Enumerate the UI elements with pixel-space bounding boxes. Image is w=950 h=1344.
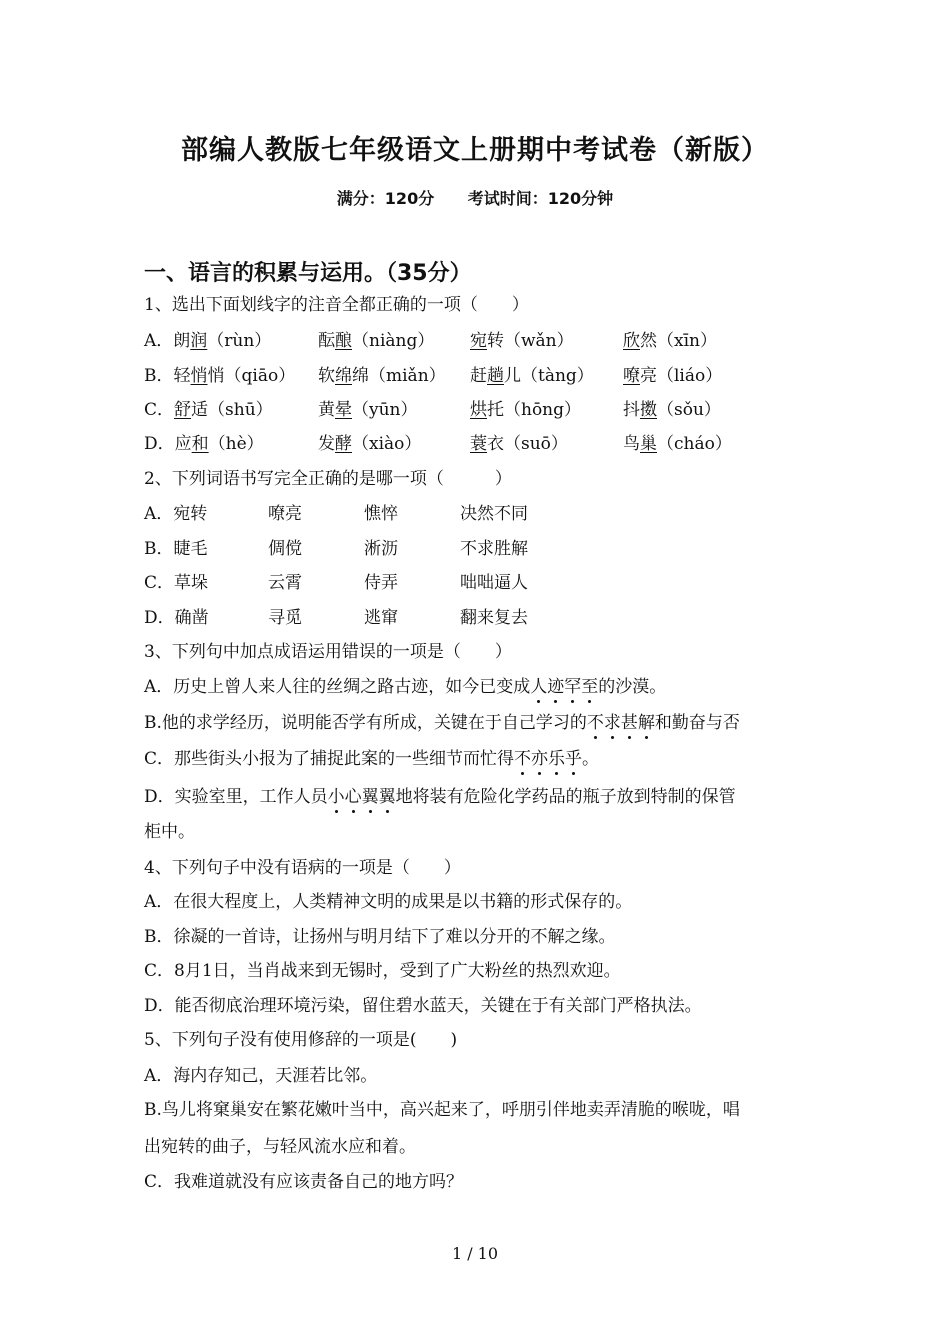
underlined-char: 欣 <box>623 331 640 351</box>
option-text: C． <box>144 400 175 420</box>
dotted-idiom <box>514 749 582 769</box>
q2-option-cell: 不求胜解 <box>460 539 528 559</box>
underlined-char: 蓑 <box>470 434 487 454</box>
exam-time: 考试时间：120分钟 <box>467 189 614 208</box>
dotted-char: 乐 <box>548 749 566 769</box>
q1-option-cell <box>623 364 722 388</box>
option-text: 儿（tàng） <box>504 366 594 386</box>
question-3-option-c <box>144 747 599 771</box>
q1-option-cell <box>318 432 421 456</box>
underlined-char: 嘹 <box>623 366 640 386</box>
question-4-option-a: A．在很大程度上，人类精神文明的成果是以书籍的形式保存的。 <box>144 892 633 912</box>
option-text: D．实验室里，工作人员 <box>144 787 328 807</box>
option-text: 悄（qiāo） <box>207 366 296 386</box>
q1-option-cell <box>318 398 418 422</box>
option-text: 转（wǎn） <box>487 331 574 351</box>
option-text: 然（xīn） <box>640 331 717 351</box>
underlined-char: 擞 <box>640 400 657 420</box>
q1-option-cell <box>318 329 434 353</box>
question-5-option-a: A．海内存知己，天涯若比邻。 <box>144 1066 378 1086</box>
option-text: 轻 <box>173 366 191 386</box>
dotted-char: 罕 <box>564 677 582 697</box>
underlined-char: 润 <box>190 331 208 351</box>
dotted-char: 不 <box>514 749 532 769</box>
option-text: 鸟 <box>623 434 640 454</box>
q2-option-cell: 逃窜 <box>364 608 398 628</box>
q2-option-cell: 嘹亮 <box>268 504 302 524</box>
question-3-option-d <box>144 785 736 809</box>
dotted-idiom <box>530 677 598 697</box>
option-text: 托（hōng） <box>487 400 582 420</box>
dotted-char: 翼 <box>378 787 396 807</box>
q1-option-cell <box>144 329 271 353</box>
underlined-char: 酿 <box>335 331 352 351</box>
dotted-char: 翼 <box>361 787 379 807</box>
question-5-option-c: C．我难道就没有应该责备自己的地方吗？ <box>144 1172 464 1192</box>
q2-option-cell: 淅沥 <box>364 539 398 559</box>
underlined-char: 烘 <box>470 400 487 420</box>
question-2-stem: 2、下列词语书写完全正确的是哪一项（ ） <box>144 469 512 489</box>
option-text: B． <box>144 366 174 386</box>
dotted-char: 乎 <box>565 749 583 769</box>
option-text: （hè） <box>208 434 264 454</box>
option-text: D． <box>144 434 175 454</box>
q2-option-cell: B．睫毛 <box>144 539 208 559</box>
option-text: 。 <box>582 749 600 769</box>
option-text: 软 <box>318 366 335 386</box>
question-1-stem: 1、选出下面划线字的注音全都正确的一项（ ） <box>144 295 529 315</box>
q1-option-cell <box>470 329 574 353</box>
option-text: （niàng） <box>352 331 435 351</box>
dotted-char: 小 <box>327 787 345 807</box>
option-text: 朗 <box>173 331 191 351</box>
option-text: 酝 <box>318 331 335 351</box>
option-text: 和勤奋与否 <box>654 713 740 733</box>
q1-option-cell <box>623 432 732 456</box>
dotted-char: 求 <box>603 713 621 733</box>
q1-option-cell <box>318 364 446 388</box>
section-heading: 一、语言的积累与运用。（35分） <box>144 261 472 286</box>
option-text: 衣（suō） <box>487 434 568 454</box>
dotted-char: 甚 <box>620 713 638 733</box>
question-3-option-d-continued: 柜中。 <box>144 822 195 842</box>
question-5-stem: 5、下列句子没有使用修辞的一项是( ) <box>144 1030 458 1050</box>
dotted-char: 至 <box>581 677 599 697</box>
question-4-option-c: C．8月1日，当肖战来到无锡时，受到了广大粉丝的热烈欢迎。 <box>144 961 621 981</box>
q2-option-cell: 决然不同 <box>460 504 528 524</box>
q1-option-cell <box>470 398 581 422</box>
q2-option-cell: A．宛转 <box>144 504 208 524</box>
dotted-char: 亦 <box>531 749 549 769</box>
q2-option-cell: 寻觅 <box>268 608 302 628</box>
question-5-option-b-continued: 出宛转的曲子，与轻风流水应和着。 <box>144 1137 416 1157</box>
option-text: （rùn） <box>207 331 272 351</box>
underlined-char: 和 <box>191 434 209 454</box>
question-4-stem: 4、下列句子中没有语病的一项是（ ） <box>144 858 461 878</box>
q1-option-cell <box>470 432 568 456</box>
underlined-char: 巢 <box>640 434 657 454</box>
option-text: 抖 <box>623 400 640 420</box>
dotted-char: 不 <box>586 713 604 733</box>
dotted-char: 迹 <box>547 677 565 697</box>
dotted-idiom <box>328 787 396 807</box>
option-text: 绵（miǎn） <box>352 366 446 386</box>
underlined-char: 酵 <box>335 434 352 454</box>
q2-option-cell: 侍弄 <box>364 573 398 593</box>
dotted-char: 心 <box>344 787 362 807</box>
exam-info <box>0 186 950 209</box>
q2-option-cell: 倜傥 <box>268 539 302 559</box>
q1-option-cell <box>470 364 594 388</box>
underlined-char: 绵 <box>335 366 352 386</box>
option-text: C．那些街头小报为了捕捉此案的一些细节而忙得 <box>144 749 515 769</box>
page-title: 部编人教版七年级语文上册期中考试卷（新版） <box>181 135 769 166</box>
option-text: 应 <box>174 434 192 454</box>
q2-option-cell: 憔悴 <box>364 504 398 524</box>
underlined-char: 晕 <box>335 400 352 420</box>
question-4-option-d: D．能否彻底治理环境污染，留住碧水蓝天，关键在于有关部门严格执法。 <box>144 996 702 1016</box>
option-text: B.他的求学经历，说明能否学有所成，关键在于自己学习的 <box>144 713 587 733</box>
option-text: （sǒu） <box>657 400 721 420</box>
q1-option-cell <box>623 329 717 353</box>
question-4-option-b: B．徐凝的一首诗，让扬州与明月结下了难以分开的不解之缘。 <box>144 927 616 947</box>
dotted-char: 解 <box>637 713 655 733</box>
option-text: 适（shū） <box>191 400 273 420</box>
option-text: （cháo） <box>657 434 732 454</box>
q1-option-cell <box>144 432 264 456</box>
option-text: 发 <box>318 434 335 454</box>
q2-option-cell: C．草垛 <box>144 573 209 593</box>
dotted-idiom <box>587 713 655 733</box>
q2-option-cell: 翻来复去 <box>460 608 528 628</box>
q2-option-cell: 云霄 <box>268 573 302 593</box>
option-text: 赶 <box>470 366 487 386</box>
underlined-char: 悄 <box>190 366 208 386</box>
option-text: （xiào） <box>352 434 422 454</box>
option-text: （yūn） <box>352 400 418 420</box>
underlined-char: 趟 <box>487 366 504 386</box>
option-text: 亮（liáo） <box>640 366 723 386</box>
q1-option-cell <box>623 398 721 422</box>
q2-option-cell: D．确凿 <box>144 608 209 628</box>
option-text: A．历史上曾人来人往的丝绸之路古迹，如今已变成 <box>144 677 531 697</box>
underlined-char: 宛 <box>470 331 487 351</box>
question-3-option-b <box>144 711 740 735</box>
q1-option-cell <box>144 364 295 388</box>
question-3-stem: 3、下列句中加点成语运用错误的一项是（ ） <box>144 642 512 662</box>
option-text: A． <box>144 331 174 351</box>
q1-option-cell <box>144 398 273 422</box>
page-number: 1 / 10 <box>451 1244 499 1263</box>
underlined-char: 舒 <box>174 400 192 420</box>
full-score: 满分：120分 <box>336 189 435 208</box>
option-text: 的沙漠。 <box>598 677 667 697</box>
dotted-char: 人 <box>530 677 548 697</box>
q2-option-cell: 咄咄逼人 <box>460 573 528 593</box>
question-3-option-a <box>144 675 666 699</box>
option-text: 地将装有危险化学药品的瓶子放到特制的保管 <box>395 787 736 807</box>
question-5-option-b: B.鸟儿将窠巢安在繁花嫩叶当中，高兴起来了，呼朋引伴地卖弄清脆的喉咙，唱 <box>144 1100 740 1120</box>
option-text: 黄 <box>318 400 335 420</box>
